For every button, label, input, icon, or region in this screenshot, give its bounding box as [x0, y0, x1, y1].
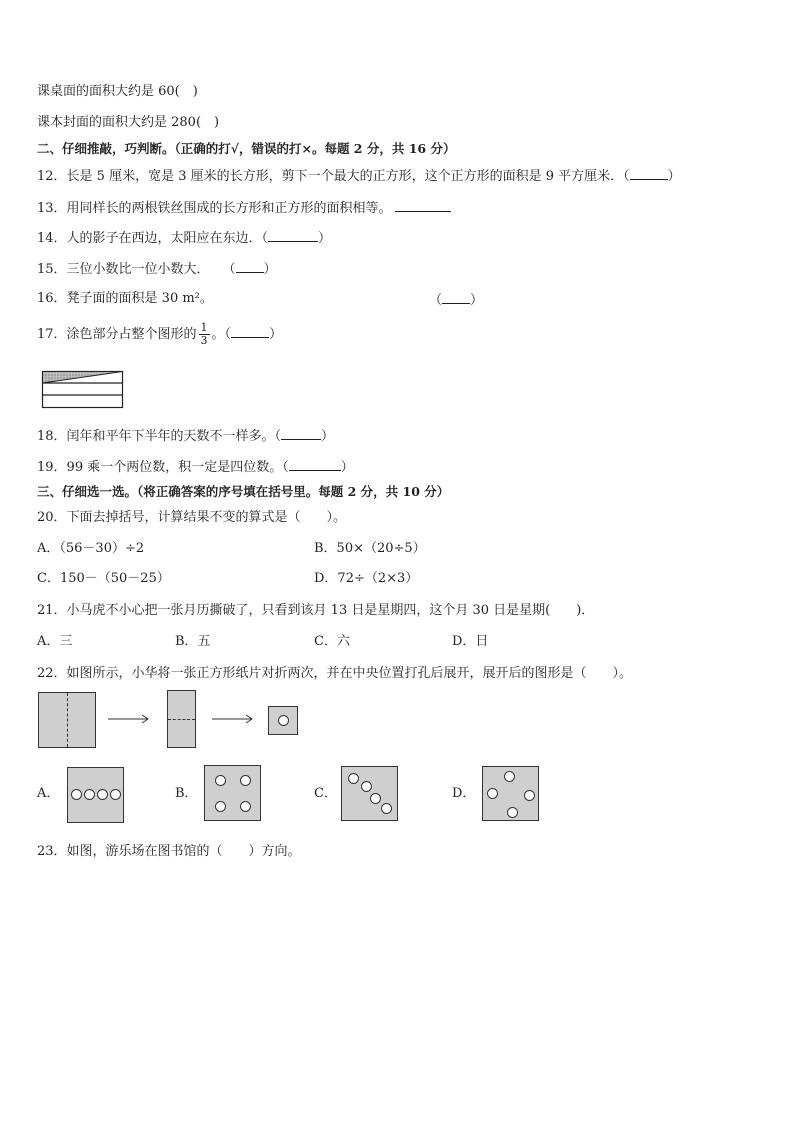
hole — [348, 773, 359, 784]
q20-option-a[interactable]: A．（56－30）÷2 — [37, 541, 145, 556]
q21-option-c[interactable]: C．六 — [314, 634, 350, 649]
hole — [110, 789, 121, 800]
fold-crease — [67, 693, 68, 747]
hole — [370, 793, 381, 804]
hole — [71, 789, 82, 800]
question-17-mid: 。（ — [211, 327, 232, 342]
question-13-text: 13．用同样长的两根铁丝围成的长方形和正方形的面积相等。 — [37, 201, 392, 216]
fraction-one-third — [199, 322, 210, 347]
section-3-heading: 三、仔细选一选。（将正确答案的序号填在括号里。每题 2 分，共 10 分） — [37, 484, 450, 499]
fraction-denominator: 3 — [200, 334, 208, 347]
hole — [84, 789, 95, 800]
question-14-close: ） — [318, 231, 332, 246]
hole — [524, 790, 535, 801]
section-2-heading: 二、仔细推敲，巧判断。（正确的打√，错误的打×。每题 2 分，共 16 分） — [37, 141, 456, 156]
q21-option-d[interactable]: D．日 — [452, 634, 489, 649]
question-21: 21．小马虎不小心把一张月历撕破了，只看到该月 13 日是星期四，这个月 30 日是星期( )． — [37, 603, 595, 618]
answer-blank-18[interactable] — [281, 427, 321, 440]
hole — [381, 803, 392, 814]
hole — [240, 775, 251, 786]
q-book-area: 课本封面的面积大约是 280( ) — [37, 115, 220, 130]
question-16: 16．凳子面的面积是 30 m²。 — [37, 291, 213, 306]
question-14-text: 14．人的影子在西边，太阳应在东边．（ — [37, 231, 269, 246]
question-17-close: ） — [269, 327, 283, 342]
question-19-text: 19．99 乘一个两位数，积一定是四位数。（ — [37, 460, 289, 475]
question-15 — [37, 260, 277, 278]
hole — [361, 781, 372, 792]
answer-blank-19[interactable] — [289, 458, 341, 471]
hole — [507, 807, 518, 818]
answer-blank-13[interactable] — [395, 199, 451, 212]
question-14 — [37, 229, 331, 247]
hole — [240, 801, 251, 812]
q21-option-b[interactable]: B．五 — [175, 634, 211, 649]
question-18 — [37, 427, 334, 445]
question-18-close: ） — [321, 429, 335, 444]
hole — [97, 789, 108, 800]
question-19 — [37, 458, 354, 476]
question-16-answer — [429, 291, 483, 309]
question-12-text: 12．长是 5 厘米，宽是 3 厘米的长方形，剪下一个最大的正方形，这个正方形的面积是 9 平方厘米．（ — [37, 169, 630, 184]
q20-option-c[interactable]: C．150－（50－25） — [37, 571, 170, 586]
question-15-close: ） — [263, 262, 277, 277]
answer-blank-12[interactable] — [630, 167, 668, 180]
question-17-text: 17．涂色部分占整个图形的 — [37, 327, 197, 342]
answer-blank-14[interactable] — [268, 229, 318, 242]
question-15-text: 15．三位小数比一位小数大． （ — [37, 262, 236, 277]
arrow-icon — [108, 714, 152, 724]
answer-blank-17[interactable] — [231, 325, 269, 338]
fold-step-1-square — [38, 692, 96, 748]
q21-option-a[interactable]: A．三 — [37, 634, 73, 649]
q22-option-d-label[interactable]: D． — [452, 786, 476, 801]
q-desk-area: 课桌面的面积大约是 60( ) — [37, 84, 198, 99]
q22-option-d-figure[interactable] — [482, 766, 539, 821]
question-17 — [37, 321, 282, 349]
question-18-text: 18．闰年和平年下半年的天数不一样多。（ — [37, 429, 282, 444]
answer-blank-15[interactable] — [236, 260, 264, 273]
question-23: 23．如图，游乐场在图书馆的（ ）方向。 — [37, 844, 301, 859]
q20-option-d[interactable]: D．72÷（2×3） — [314, 571, 419, 586]
question-20: 20．下面去掉括号，计算结果不变的算式是（ ）。 — [37, 510, 347, 525]
q22-option-a-figure[interactable] — [67, 767, 124, 823]
q20-option-b[interactable]: B．50×（20÷5） — [314, 541, 426, 556]
shaded-rectangle-figure — [42, 371, 124, 409]
q22-option-b-label[interactable]: B． — [175, 786, 198, 801]
question-22: 22．如图所示，小华将一张正方形纸片对折两次，并在中央位置打孔后展开，展开后的图形是（ ）。 — [37, 666, 633, 681]
question-13 — [37, 199, 451, 217]
fold-step-2-rectangle — [167, 690, 196, 748]
hole — [215, 775, 226, 786]
answer-blank-16[interactable] — [442, 291, 470, 304]
q22-option-b-figure[interactable] — [204, 765, 261, 821]
hole — [487, 788, 498, 799]
fold-crease — [168, 719, 195, 720]
question-16-close: ） — [470, 293, 484, 308]
question-12 — [37, 167, 681, 185]
q22-option-c-label[interactable]: C． — [314, 786, 337, 801]
punched-hole — [278, 715, 289, 726]
fold-step-3-small-square — [268, 706, 298, 735]
hole — [504, 771, 515, 782]
question-12-close: ） — [667, 169, 681, 184]
arrow-icon — [212, 714, 256, 724]
question-19-close: ） — [340, 460, 354, 475]
question-16-open: （ — [429, 293, 443, 308]
fraction-numerator: 1 — [200, 321, 208, 334]
hole — [215, 801, 226, 812]
q22-option-a-label[interactable]: A． — [37, 786, 60, 801]
q22-option-c-figure[interactable] — [341, 766, 398, 821]
